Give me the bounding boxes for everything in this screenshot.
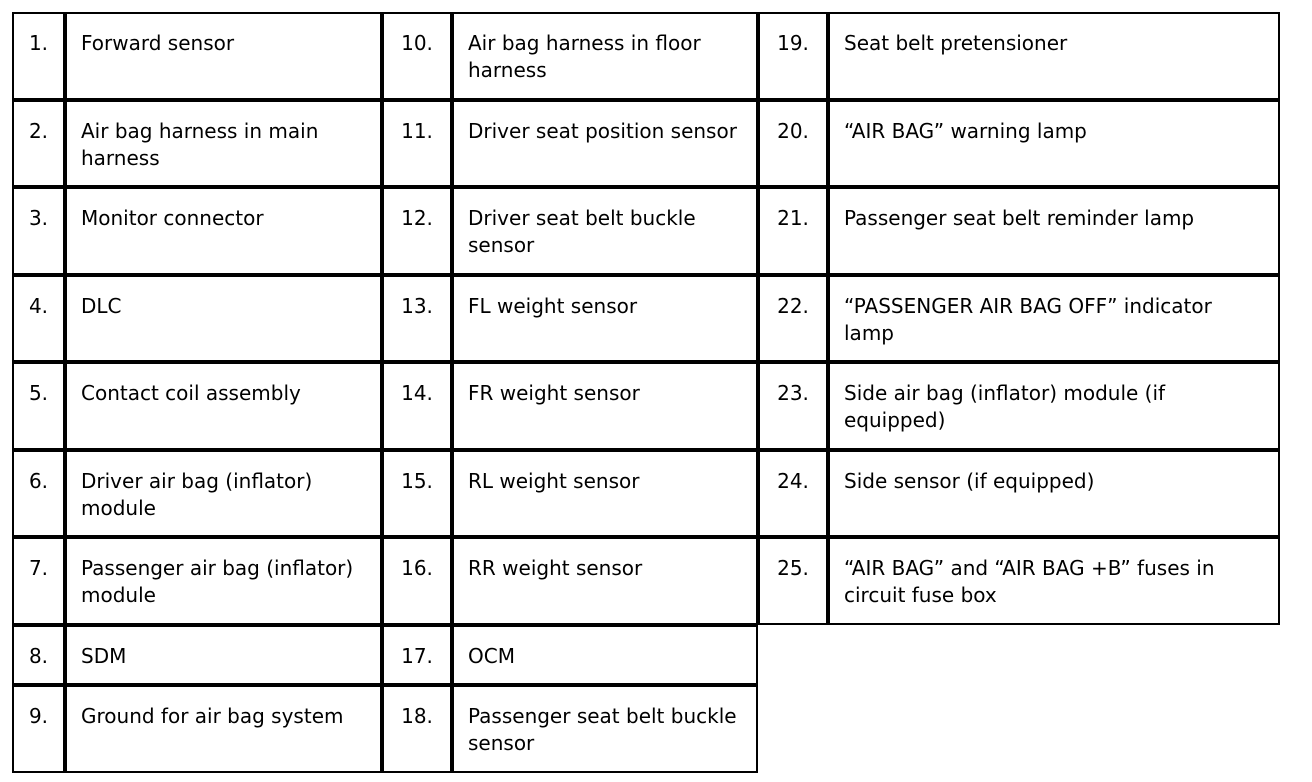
item-description: FR weight sensor (452, 362, 758, 450)
table-row (758, 187, 1280, 275)
item-description: RR weight sensor (452, 537, 758, 625)
item-description: Contact coil assembly (65, 362, 382, 450)
item-description: Air bag harness in main harness (65, 100, 382, 188)
component-table-column-2 (382, 12, 758, 773)
item-description: Monitor connector (65, 187, 382, 275)
item-description: OCM (452, 625, 758, 685)
item-description: Driver seat position sensor (452, 100, 758, 188)
item-description: Passenger air bag (inflator) module (65, 537, 382, 625)
table-row (382, 100, 758, 188)
table-row (758, 537, 1280, 625)
table-row (382, 450, 758, 538)
item-number: 25. (758, 537, 828, 625)
item-number: 24. (758, 450, 828, 538)
item-number: 18. (382, 685, 452, 773)
item-number: 6. (12, 450, 65, 538)
item-description: Air bag harness in floor harness (452, 12, 758, 100)
item-number: 7. (12, 537, 65, 625)
item-description: “PASSENGER AIR BAG OFF” indicator lamp (828, 275, 1280, 363)
item-number: 1. (12, 12, 65, 100)
item-number: 3. (12, 187, 65, 275)
table-row (382, 187, 758, 275)
item-number: 5. (12, 362, 65, 450)
item-number: 23. (758, 362, 828, 450)
item-number: 9. (12, 685, 65, 773)
item-description: DLC (65, 275, 382, 363)
item-description: Ground for air bag system (65, 685, 382, 773)
item-number: 10. (382, 12, 452, 100)
item-number: 15. (382, 450, 452, 538)
table-row (12, 450, 382, 538)
table-row (382, 12, 758, 100)
table-row (758, 362, 1280, 450)
table-row (382, 685, 758, 773)
item-description: SDM (65, 625, 382, 685)
item-number: 20. (758, 100, 828, 188)
table-row (382, 275, 758, 363)
item-description: Seat belt pretensioner (828, 12, 1280, 100)
item-description: Side sensor (if equipped) (828, 450, 1280, 538)
table-row (382, 362, 758, 450)
item-number: 21. (758, 187, 828, 275)
item-number: 11. (382, 100, 452, 188)
item-number: 13. (382, 275, 452, 363)
item-number: 19. (758, 12, 828, 100)
table-row (758, 12, 1280, 100)
item-number: 4. (12, 275, 65, 363)
item-number: 17. (382, 625, 452, 685)
table-row (12, 275, 382, 363)
item-description: “AIR BAG” warning lamp (828, 100, 1280, 188)
table-row (12, 100, 382, 188)
table-row (12, 537, 382, 625)
item-description: Driver seat belt buckle sensor (452, 187, 758, 275)
table-row (12, 625, 382, 685)
item-number: 14. (382, 362, 452, 450)
component-table-column-1 (12, 12, 382, 773)
item-description: Side air bag (inflator) module (if equipped) (828, 362, 1280, 450)
item-description: RL weight sensor (452, 450, 758, 538)
table-row (382, 537, 758, 625)
component-table-column-3 (758, 12, 1280, 625)
table-row (758, 450, 1280, 538)
item-description: Passenger seat belt reminder lamp (828, 187, 1280, 275)
item-description: Driver air bag (inflator) module (65, 450, 382, 538)
table-row (758, 100, 1280, 188)
table-row (12, 187, 382, 275)
item-number: 16. (382, 537, 452, 625)
table-row (12, 685, 382, 773)
item-description: Forward sensor (65, 12, 382, 100)
item-number: 12. (382, 187, 452, 275)
item-number: 2. (12, 100, 65, 188)
item-number: 22. (758, 275, 828, 363)
table-row (12, 12, 382, 100)
table-row (382, 625, 758, 685)
table-row (12, 362, 382, 450)
item-description: Passenger seat belt buckle sensor (452, 685, 758, 773)
item-number: 8. (12, 625, 65, 685)
table-row (758, 275, 1280, 363)
item-description: “AIR BAG” and “AIR BAG +B” fuses in circuit fuse box (828, 537, 1280, 625)
item-description: FL weight sensor (452, 275, 758, 363)
